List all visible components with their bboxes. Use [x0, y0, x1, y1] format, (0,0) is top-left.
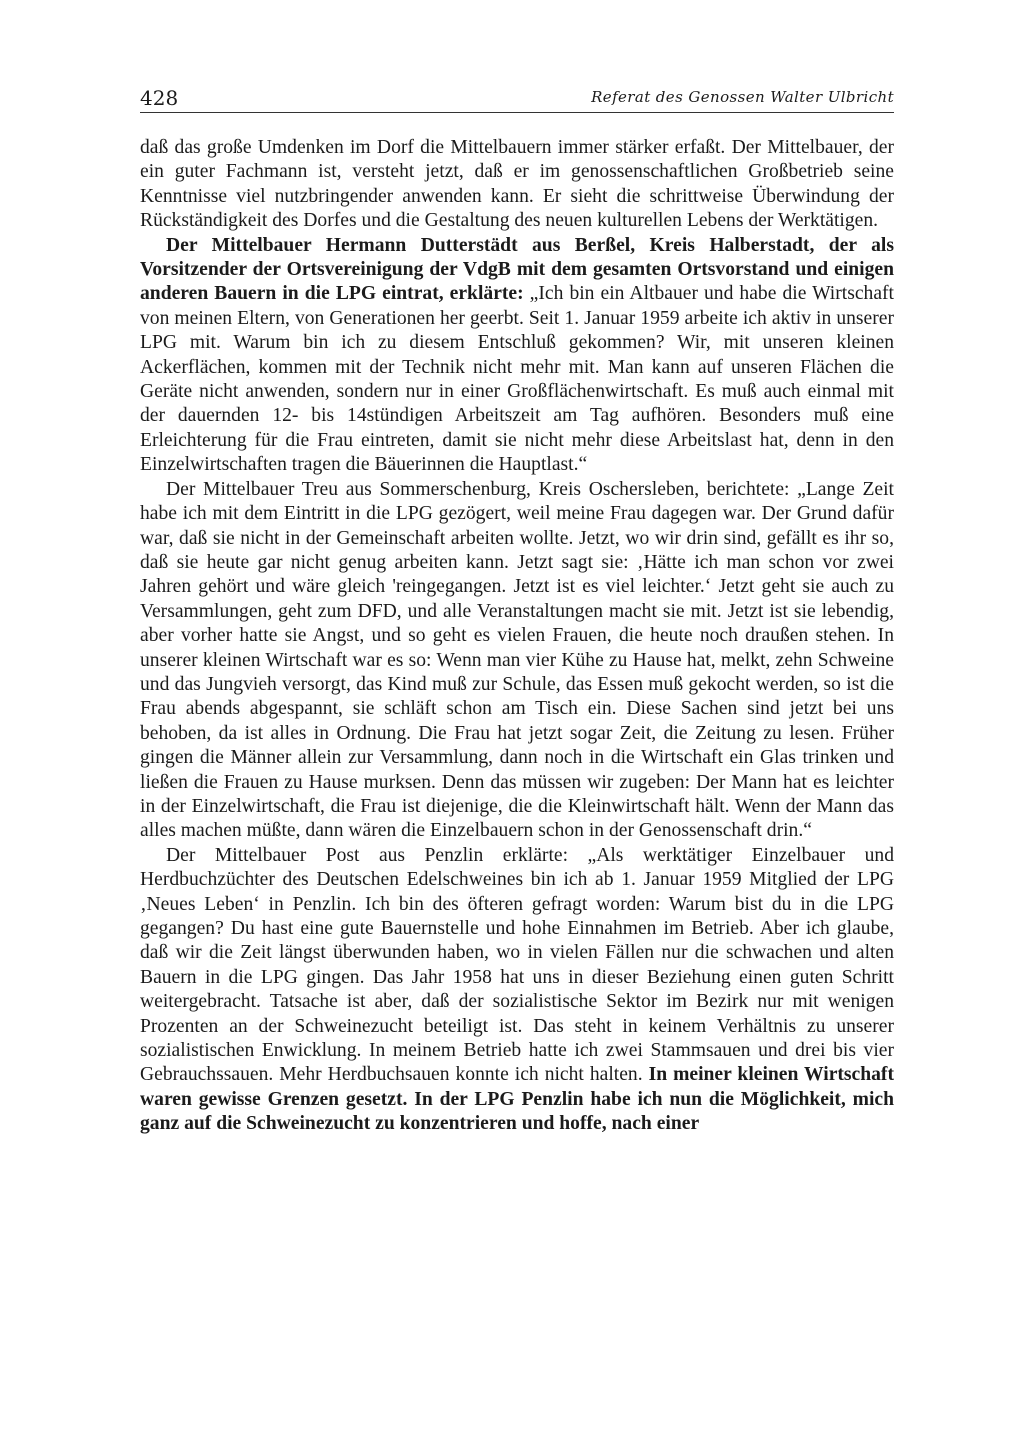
paragraph-3 — [140, 478, 894, 844]
paragraph-1-text: daß das große Umdenken im Dorf die Mittelbauern immer stärker erfaßt. Der Mittelbauer, der ein guter Fachmann ist, versteht jetzt, daß er im genossenschaftlichen Großbetrieb seine Kenntnisse viel nutzbringender anwenden kann. Er sieht die schrittweise Überwindung der Rückständigkeit des Dorfes und die Gestaltung des neuen kulturellen Lebens der Werktätigen. — [140, 137, 894, 232]
paragraph-1 — [140, 136, 894, 234]
page-number: 428 — [140, 86, 179, 110]
page-header — [140, 78, 894, 118]
paragraph-2-bold-lead: Der Mittelbauer Hermann Dutterstädt aus Berßel, Kreis Halberstadt, der als Vorsitzender der Ortsvereinigung der VdgB mit dem gesamten Ortsvorstand und einigen anderen Bauern in die LPG eintrat, erklärte: — [140, 234, 894, 305]
paragraph-4-text: Der Mittelbauer Post aus Penzlin erklärte: „Als werktätiger Einzelbauer und Herdbuchzüchter des Deutschen Edelschweines bin ich ab 1. Januar 1959 Mitglied der LPG ‚Neues Leben‘ in Penzlin. Ich bin des öfteren gefragt worden: Warum bist du in die LPG gegangen? Du hast eine gute Bauernstelle und hohe Einnahmen im Betrieb. Aber ich glaube, daß wir die Zeit längst überwunden haben, wo in vielen Fällen nur die schwachen und alten Bauern in die LPG gingen. Das Jahr 1958 hat uns in dieser Beziehung einen guten Schritt weitergebracht. Tatsache ist aber, daß der sozialistische Sektor im Bezirk nur mit wenigen Prozenten an der Schweinezucht beteiligt ist. Das steht in keinem Verhältnis zu unserer sozialistischen Enwicklung. In meinem Betrieb hatte ich zwei Stammsauen und drei bis vier Gebrauchssauen. Mehr Herdbuchsauen konnte ich nicht halten. — [140, 844, 894, 1086]
body-text — [140, 136, 894, 1137]
header-rule — [140, 112, 894, 113]
paragraph-2 — [140, 234, 894, 478]
paragraph-4 — [140, 844, 894, 1137]
paragraph-4-bold-tail: In meiner kleinen Wirtschaft waren gewisse Grenzen gesetzt. In der LPG Penzlin habe ich nun die Möglichkeit, mich ganz auf die Schweinezucht zu konzentrieren und hoffe, nach einer — [140, 1064, 894, 1135]
document-page — [140, 78, 894, 1137]
paragraph-2-quote: „Ich bin ein Altbauer und habe die Wirtschaft von meinen Eltern, von Generationen her geerbt. Seit 1. Januar 1959 arbeite ich aktiv in unserer LPG mit. Warum bin ich zu diesem Entschluß gekommen? Wir, mit unseren kleinen Ackerflächen, kommen mit der Technik nicht mehr mit. Man kann auf unseren Flächen die Geräte nicht anwenden, sondern nur in einer Großflächenwirtschaft. Es muß auch einmal mit der dauernden 12- bis 14stündigen Arbeitszeit am Tag aufhören. Besonders muß eine Erleichterung für die Frau eintreten, damit sie nicht mehr diese Arbeitslast hat, denn in den Einzelwirtschaften tragen die Bäuerinnen die Hauptlast.“ — [140, 283, 894, 476]
running-title: Referat des Genossen Walter Ulbricht — [591, 88, 894, 106]
paragraph-3-text: Der Mittelbauer Treu aus Sommerschenburg, Kreis Oschersleben, berichtete: „Lange Zeit habe ich mit dem Eintritt in die LPG gezögert, weil meine Frau dagegen war. Der Grund dafür war, daß sie nicht in der Gemeinschaft arbeiten wollte. Jetzt, wo wir drin sind, gefällt es ihr so, daß sie heute gar nicht genug arbeiten kann. Jetzt sagt sie: ‚Hätte ich man schon vor zwei Jahren gehört und wäre gleich 'reingegangen. Jetzt ist es viel leichter.‘ Jetzt geht sie auch zu Versammlungen, geht zum DFD, und alle Veranstaltungen macht sie mit. Jetzt ist sie lebendig, aber vorher hatte sie Angst, und so geht es vielen Frauen, die heute noch draußen stehen. In unserer kleinen Wirtschaft war es so: Wenn man vier Kühe zu Hause hat, melkt, zehn Schweine und das Jungvieh versorgt, das Kind muß zur Schule, das Essen muß gekocht werden, so ist die Frau abends abgespannt, sie schläft schon am Tisch ein. Diese Sachen sind jetzt bei uns behoben, da ist alles in Ordnung. Die Frau hat jetzt sogar Zeit, die Zeitung zu lesen. Früher gingen die Männer allein zur Versammlung, dann noch in die Wirtschaft ein Glas trinken und ließen die Frauen zu Hause murksen. Denn das müssen wir zugeben: Der Mann hat es leichter in der Einzelwirtschaft, die Frau ist diejenige, die die Kleinwirtschaft hält. Wenn der Mann das alles machen müßte, dann wären die Einzelbauern schon in der Genossenschaft drin.“ — [140, 478, 894, 842]
